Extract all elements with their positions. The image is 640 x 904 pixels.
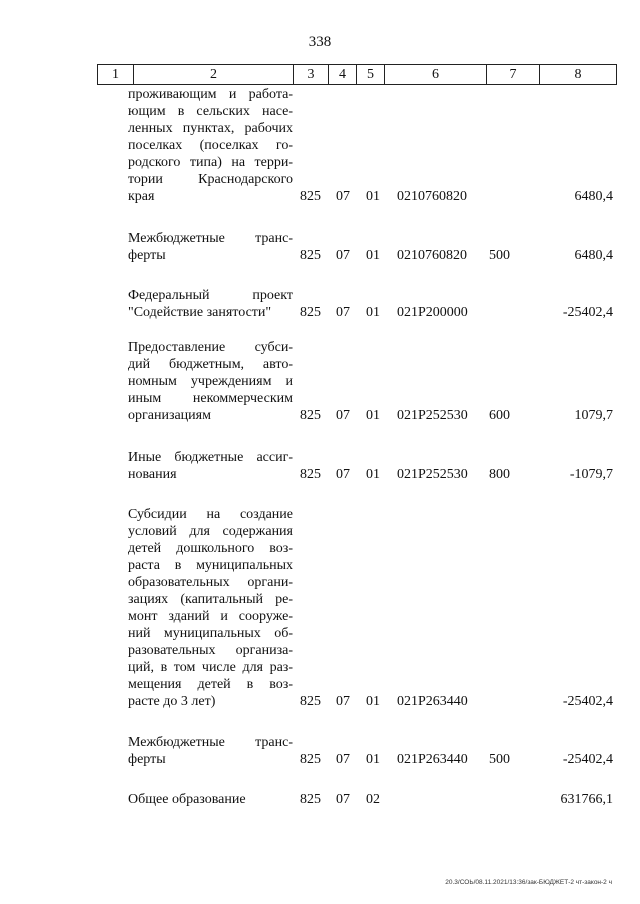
cell-c7: 800 bbox=[489, 467, 510, 482]
description-line: Субсидии на создание bbox=[128, 507, 293, 522]
cell-c7: 500 bbox=[489, 248, 510, 263]
cell-c6: 021P263440 bbox=[397, 752, 468, 767]
description-line: ферты bbox=[128, 248, 166, 263]
description-line: иным некоммерческим bbox=[128, 391, 293, 406]
cell-c5: 01 bbox=[366, 752, 380, 767]
description-line: Иные бюджетные ассиг- bbox=[128, 450, 293, 465]
cell-c7: 600 bbox=[489, 408, 510, 423]
description-line: тории Краснодарского bbox=[128, 172, 293, 187]
description-line: монт зданий и сооруже- bbox=[128, 609, 293, 624]
cell-c3: 825 bbox=[300, 792, 321, 807]
cell-c6: 021P263440 bbox=[397, 694, 468, 709]
description-line: ций, в том числе для раз- bbox=[128, 660, 293, 675]
row-description bbox=[128, 230, 293, 264]
description-line: ленных пунктах, рабочих bbox=[128, 121, 293, 136]
document-footer: 20.3/СОЬ/08.11.2021/13:36/зак-БЮДЖЕТ-2 чт-закон-2 ч bbox=[445, 879, 612, 886]
description-line: организациям bbox=[128, 408, 211, 423]
description-line: Предоставление субси- bbox=[128, 340, 293, 355]
cell-c6: 021P200000 bbox=[397, 305, 468, 320]
description-line: "Содействие занятости" bbox=[128, 305, 272, 320]
description-line: проживающим и работа- bbox=[128, 87, 293, 102]
cell-c8: 631766,1 bbox=[560, 792, 613, 807]
description-line: детей дошкольного воз- bbox=[128, 541, 293, 556]
cell-c4: 07 bbox=[336, 248, 350, 263]
description-line: раста в муниципальных bbox=[128, 558, 293, 573]
row-description bbox=[128, 86, 293, 205]
header-col-4: 4 bbox=[329, 65, 357, 84]
page-number: 338 bbox=[308, 34, 332, 50]
description-line: края bbox=[128, 189, 155, 204]
description-line: условий для содержания bbox=[128, 524, 293, 539]
cell-c7: 500 bbox=[489, 752, 510, 767]
cell-c3: 825 bbox=[300, 694, 321, 709]
header-col-3: 3 bbox=[294, 65, 329, 84]
cell-c5: 01 bbox=[366, 408, 380, 423]
cell-c8: 6480,4 bbox=[574, 248, 613, 263]
description-line: разовательных организа- bbox=[128, 643, 293, 658]
header-col-2: 2 bbox=[134, 65, 294, 84]
description-line: ний муниципальных об- bbox=[128, 626, 293, 641]
description-line: образовательных органи- bbox=[128, 575, 293, 590]
cell-c3: 825 bbox=[300, 752, 321, 767]
header-col-5: 5 bbox=[357, 65, 385, 84]
description-line: Межбюджетные транс- bbox=[128, 735, 293, 750]
cell-c8: 1079,7 bbox=[574, 408, 613, 423]
cell-c4: 07 bbox=[336, 467, 350, 482]
cell-c8: -25402,4 bbox=[562, 305, 613, 320]
description-line: расте до 3 лет) bbox=[128, 694, 216, 709]
description-line: зациях (капитальный ре- bbox=[128, 592, 293, 607]
row-description bbox=[128, 287, 293, 321]
row-description bbox=[128, 791, 293, 808]
cell-c4: 07 bbox=[336, 189, 350, 204]
cell-c5: 01 bbox=[366, 305, 380, 320]
description-line: номным учреждениям и bbox=[128, 374, 293, 389]
description-line: Общее образование bbox=[128, 792, 246, 807]
cell-c5: 01 bbox=[366, 248, 380, 263]
cell-c6: 0210760820 bbox=[397, 248, 467, 263]
cell-c6: 021P252530 bbox=[397, 408, 468, 423]
description-line: поселках (поселках го- bbox=[128, 138, 293, 153]
description-line: ферты bbox=[128, 752, 166, 767]
table-header bbox=[97, 64, 617, 85]
header-col-8: 8 bbox=[574, 67, 582, 82]
cell-c8: -25402,4 bbox=[562, 752, 613, 767]
header-col-1: 1 bbox=[98, 65, 134, 84]
description-line: Межбюджетные транс- bbox=[128, 231, 293, 246]
header-col-7: 7 bbox=[487, 65, 540, 84]
cell-c8: 6480,4 bbox=[574, 189, 613, 204]
row-description bbox=[128, 506, 293, 710]
cell-c4: 07 bbox=[336, 792, 350, 807]
cell-c6: 021P252530 bbox=[397, 467, 468, 482]
description-line: Федеральный проект bbox=[128, 288, 293, 303]
cell-c3: 825 bbox=[300, 248, 321, 263]
header-col-6: 6 bbox=[385, 65, 487, 84]
row-description bbox=[128, 734, 293, 768]
description-line: дий бюджетным, авто- bbox=[128, 357, 293, 372]
cell-c4: 07 bbox=[336, 694, 350, 709]
cell-c4: 07 bbox=[336, 408, 350, 423]
description-line: ющим в сельских насе- bbox=[128, 104, 293, 119]
cell-c6: 0210760820 bbox=[397, 189, 467, 204]
cell-c8: -1079,7 bbox=[569, 467, 613, 482]
description-line: нования bbox=[128, 467, 177, 482]
cell-c5: 02 bbox=[366, 792, 380, 807]
cell-c3: 825 bbox=[300, 305, 321, 320]
cell-c4: 07 bbox=[336, 305, 350, 320]
cell-c5: 01 bbox=[366, 189, 380, 204]
cell-c5: 01 bbox=[366, 467, 380, 482]
cell-c3: 825 bbox=[300, 408, 321, 423]
cell-c3: 825 bbox=[300, 189, 321, 204]
cell-c5: 01 bbox=[366, 694, 380, 709]
cell-c8: -25402,4 bbox=[562, 694, 613, 709]
description-line: родского типа) на терри- bbox=[128, 155, 293, 170]
row-description bbox=[128, 339, 293, 424]
cell-c4: 07 bbox=[336, 752, 350, 767]
cell-c3: 825 bbox=[300, 467, 321, 482]
row-description bbox=[128, 449, 293, 483]
description-line: мещения детей в воз- bbox=[128, 677, 293, 692]
